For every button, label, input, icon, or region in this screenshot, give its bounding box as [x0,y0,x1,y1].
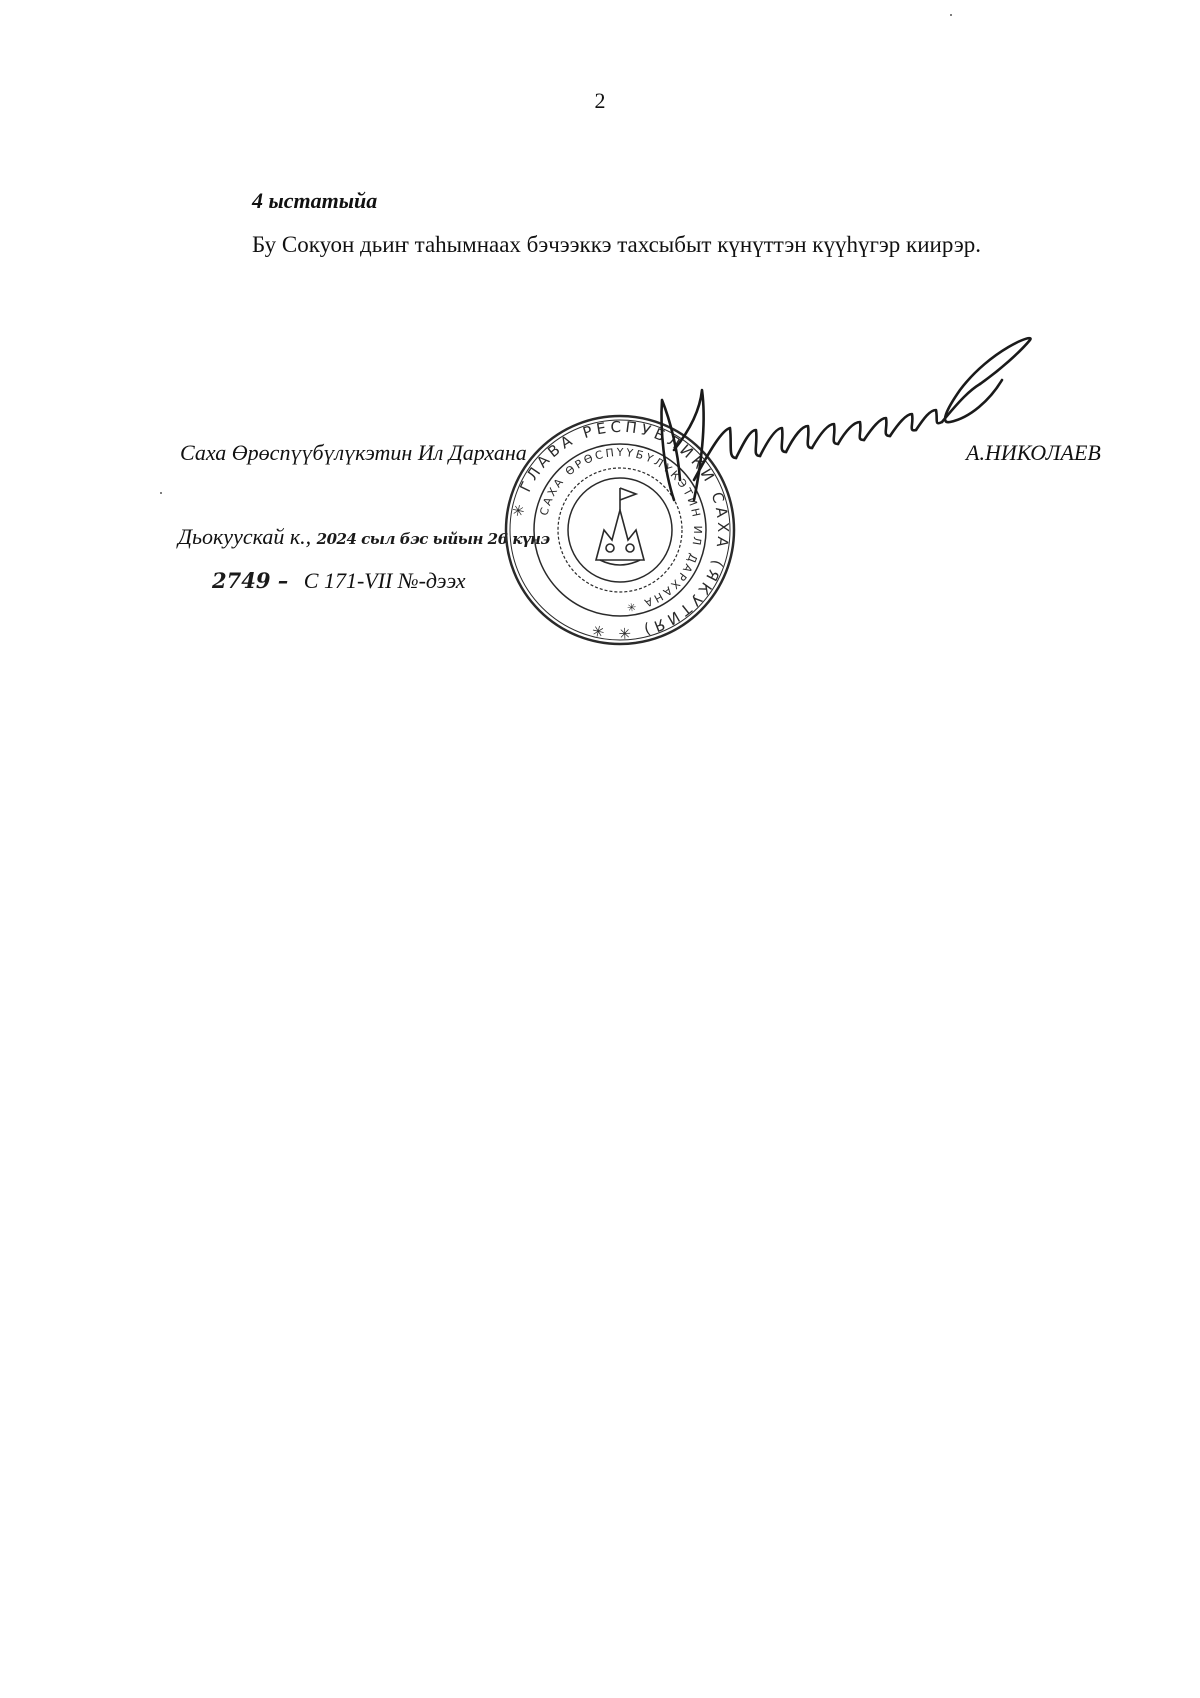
law-number [212,568,466,594]
svg-text:✳ ГЛАВА РЕСПУБЛИКИ САХА (ЯКУТИ: ✳ ГЛАВА РЕСПУБЛИКИ САХА (ЯКУТИЯ) ✳ ✳ [508,417,733,643]
printed-number: С 171-VII №-дээх [303,568,466,593]
place-label: Дьокуускай к., [178,524,312,549]
svg-text:САХА ӨРӨСПҮҮБҮЛҮКЭТИН ИЛ ДАРХА: САХА ӨРӨСПҮҮБҮЛҮКЭТИН ИЛ ДАРХАНА ✳ [537,445,705,615]
handwritten-signature-icon [640,330,1080,550]
article-heading: 4 ыстатыйа [252,188,378,213]
article-body: Бу Сокуон дьиҥ таһымнаах бэчээккэ тахсыбыт күнүттэн күүһүгэр киирэр. [252,232,982,257]
place-and-date [178,524,550,550]
scan-speck [950,14,952,16]
signer-position: Саха Өрөспүүбүлүкэтин Ил Дархана [180,440,527,465]
handwritten-number: 2749 – [212,568,289,593]
page-number: 2 [594,88,606,113]
scan-speck [160,492,162,494]
signer-name: А.НИКОЛАЕВ [966,440,1101,465]
handwritten-date: 2024 сыл бэс ыйын 26 күнэ [316,530,550,548]
